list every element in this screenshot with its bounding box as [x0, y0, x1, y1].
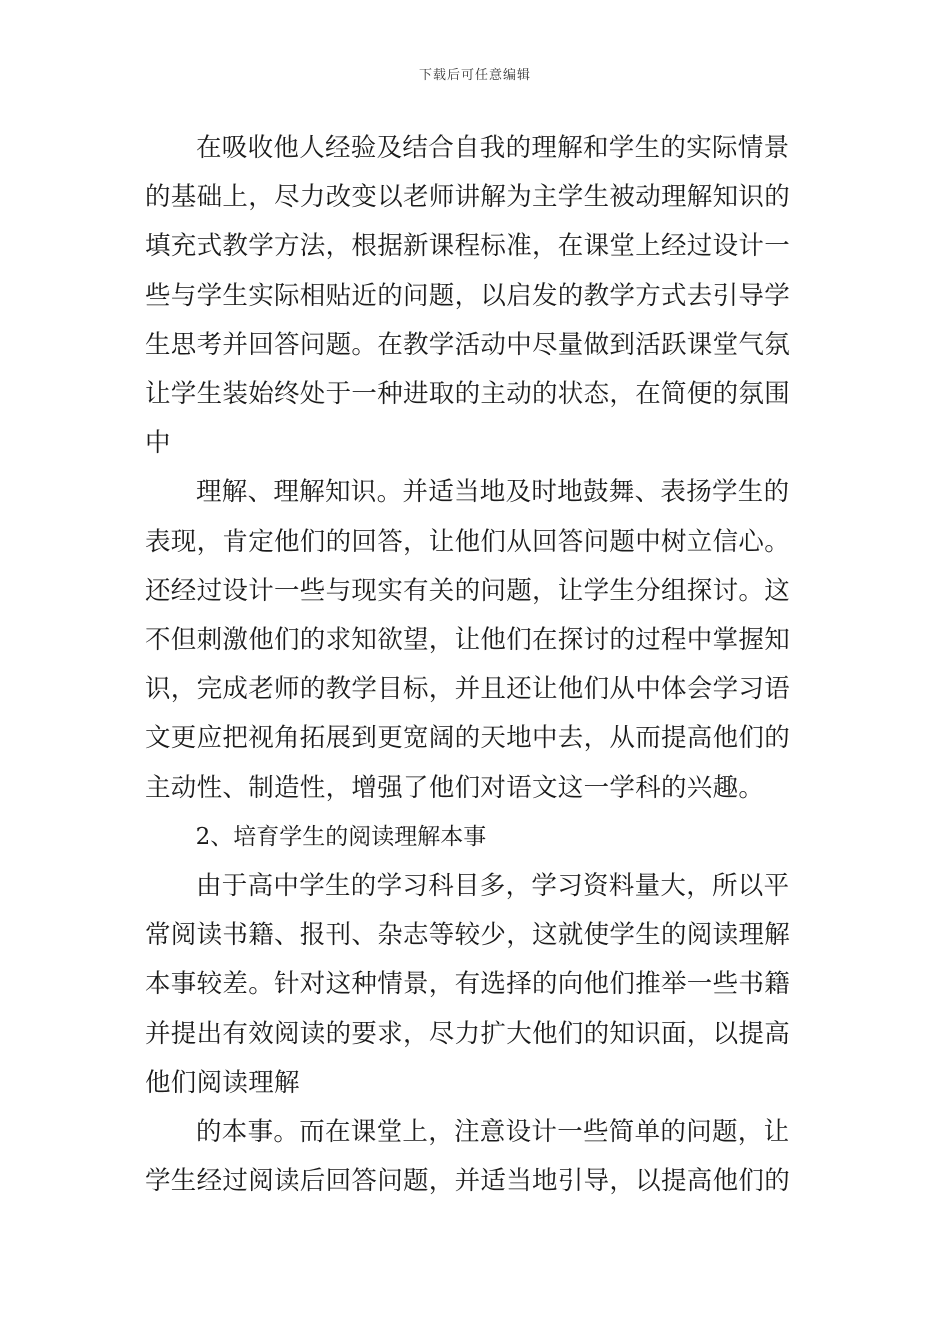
section-heading: 2、培育学生的阅读理解本事: [195, 823, 487, 850]
paragraph: 由于高中学生的学习科目多，学习资料量大，所以平 常阅读书籍、报刊、杂志等较少，这就使学生的阅读理解 本事较差。针对这种情景，有选择的向他们推举一些书籍 并提出有效阅读的要求，尽力扩大他们的知识面，以提高 他们阅读理解: [145, 871, 791, 1098]
document-body: [145, 124, 815, 1206]
paragraph: 的本事。而在课堂上，注意设计一些简单的问题，让 学生经过阅读后回答问题，并适当地引导，以提高他们的: [145, 1117, 791, 1197]
paragraph: 在吸收他人经验及结合自我的理解和学生的实际情景 的基础上，尽力改变以老师讲解为主学生被动理解知识的 填充式教学方法，根据新课程标准，在课堂上经过设计一 些与学生实际相贴近的问题，以启发的教学方式去引导学 生思考并回答问题。在教学活动中尽量做到活跃课堂气氛 让学生装始终处于一种进取的主动的状态，在简便的氛围 中: [145, 133, 791, 459]
page-header: 下载后可任意编辑: [418, 68, 531, 83]
paragraph: 理解、理解知识。并适当地及时地鼓舞、表扬学生的 表现，肯定他们的回答，让他们从回答问题中树立信心。 还经过设计一些与现实有关的问题，让学生分组探讨。这 不但刺激他们的求知欲望，让他们在探讨的过程中掌握知 识，完成老师的教学目标，并且还让他们从中体会学习语 文更应把视角拓展到更宽阔的天地中去，从而提高他们的 主动性、制造性，增强了他们对语文这一学科的兴趣。: [145, 477, 791, 803]
